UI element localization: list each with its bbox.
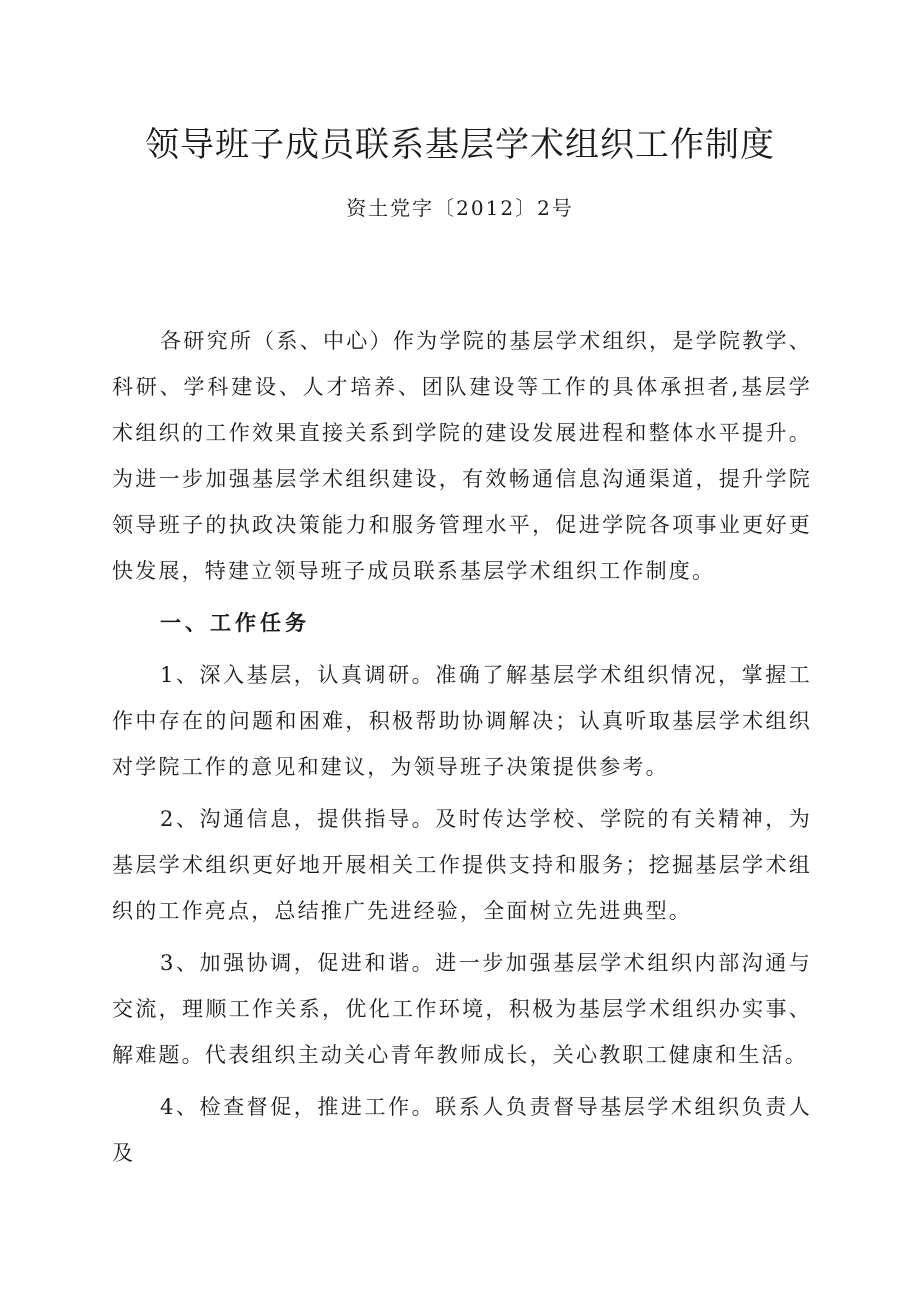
section-heading-tasks: 一、工作任务	[160, 610, 310, 635]
task-item-2: 2、沟通信息，提供指导。及时传达学校、学院的有关精神，为基层学术组织更好地开展相关工作提供支持和服务；挖掘基层学术组织的工作亮点，总结推广先进经验，全面树立先进典型。	[112, 807, 812, 923]
task-item-4: 4、检查督促，推进工作。联系人负责督导基层学术组织负责人及	[112, 1095, 812, 1165]
document-body	[112, 318, 812, 1176]
document-title: 领导班子成员联系基层学术组织工作制度	[145, 125, 775, 165]
task-item-1: 1、深入基层，认真调研。准确了解基层学术组织情况，掌握工作中存在的问题和困难，积极帮助协调解决；认真听取基层学术组织对学院工作的意见和建议，为领导班子决策提供参考。	[112, 663, 812, 779]
intro-paragraph: 各研究所（系、中心）作为学院的基层学术组织，是学院教学、科研、学科建设、人才培养、团队建设等工作的具体承担者,基层学术组织的工作效果直接关系到学院的建设发展进程和整体水平提升。为进一步加强基层学术组织建设，有效畅通信息沟通渠道，提升学院领导班子的执政决策能力和服务管理水平，促进学院各项事业更好更快发展，特建立领导班子成员联系基层学术组织工作制度。	[112, 329, 812, 583]
document-number: 资土党字〔2012〕2号	[346, 196, 574, 220]
task-item-3: 3、加强协调，促进和谐。进一步加强基层学术组织内部沟通与交流，理顺工作关系，优化工作环境，积极为基层学术组织办实事、解难题。代表组织主动关心青年教师成长，关心教职工健康和生活。	[112, 951, 812, 1067]
